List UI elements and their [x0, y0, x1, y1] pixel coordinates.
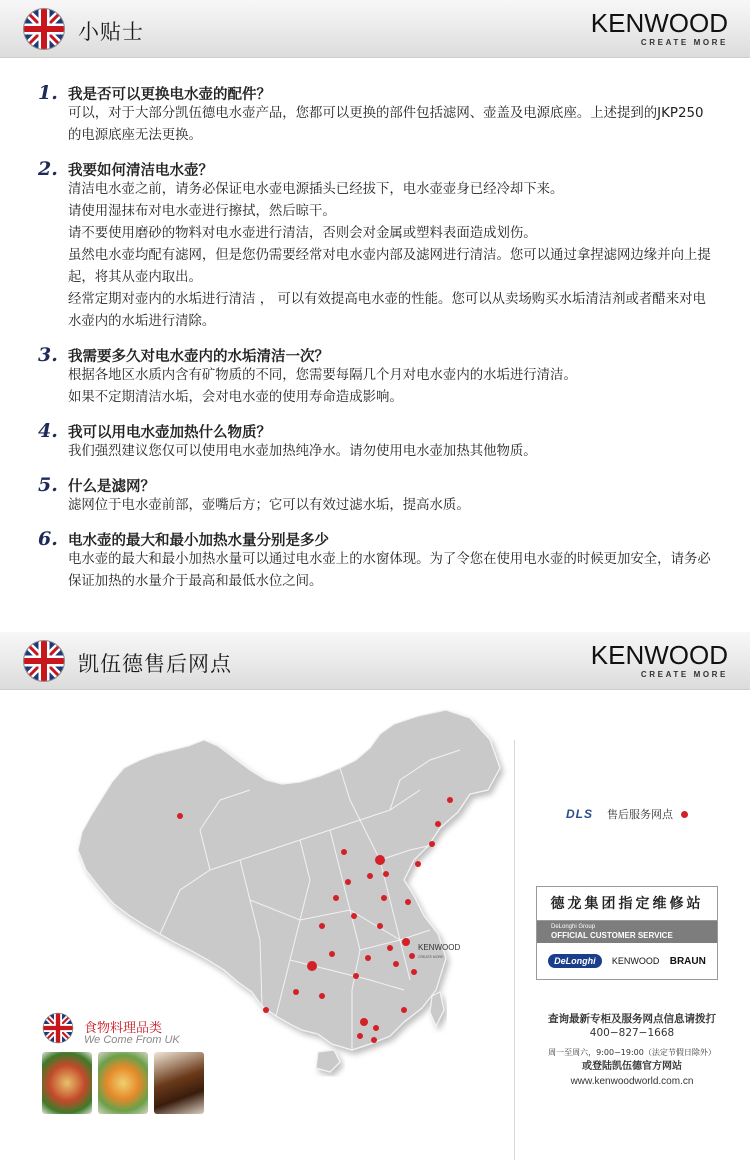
contact-hours: 周一至周六，9:00−19:00（法定节假日除外） — [548, 1048, 716, 1057]
sign-group: DeLonghi Group — [551, 924, 596, 930]
contact-website-prompt: 或登陆凯伍德官方网站 — [582, 1061, 682, 1072]
faq-question: 我可以用电水壶加热什么物质？ — [68, 425, 271, 441]
service-banner — [0, 632, 750, 690]
kenwood-logo: KENWOOD CREATE MORE — [590, 8, 728, 47]
dls-logo: DLS — [566, 807, 593, 821]
faq-answer: 滤网位于电水壶前部，壶嘴后方；它可以有效过滤水垢，提高水质。 — [68, 498, 470, 513]
faq-item — [38, 528, 718, 593]
uk-badge-en: We Come From UK — [84, 1034, 180, 1046]
hainan-island — [316, 1050, 340, 1072]
faq-answer: 我们强烈建议您仅可以使用电水壶加热纯净水。请勿使用电水壶加热其他物质。 — [68, 444, 537, 459]
service-point — [415, 861, 421, 867]
service-point — [319, 923, 325, 929]
sign-subtitle-bar — [537, 921, 717, 943]
kenwood-brand-logo: KENWOOD — [611, 956, 660, 966]
faq-answer: 经常定期对壶内的水垢进行清洁 ， 可以有效提高电水壶的性能。您可以从卖场购买水垢清洁剂或者醋来对电水壶内的水垢进行清除。 — [68, 292, 706, 329]
faq-answer: 可以，对于大部分凯伍德电水壶产品，您都可以更换的部件包括滤网、壶盖及电源底座。上述提到的JKP250 的电源底座无法更换。 — [68, 106, 704, 143]
food-image — [42, 1052, 92, 1114]
faq-list — [38, 82, 718, 604]
service-point — [351, 913, 357, 919]
map-kenwood-label: KENWOOD — [418, 943, 461, 952]
official-service-sign — [536, 886, 718, 980]
faq-number: 2. — [38, 158, 58, 180]
faq-item — [38, 420, 718, 463]
faq-answer: 如果不定期清洁水垢，会对电水壶的使用寿命造成影响。 — [68, 390, 403, 405]
service-point — [409, 953, 415, 959]
service-point — [341, 849, 347, 855]
uk-flag-icon — [42, 1012, 74, 1044]
sign-sub: OFFICIAL CUSTOMER SERVICE — [551, 931, 673, 940]
uk-badge-cn: 食物料理品类 — [84, 1021, 163, 1036]
dls-row — [566, 806, 688, 822]
uk-flag-icon — [22, 7, 66, 51]
service-point — [263, 1007, 269, 1013]
uk-flag-icon — [22, 639, 66, 683]
service-point — [365, 955, 371, 961]
faq-question: 什么是滤网？ — [68, 479, 155, 495]
faq-number: 4. — [38, 420, 58, 442]
map-kenwood-sublabel: CREATE MORE — [418, 955, 444, 959]
service-point — [405, 899, 411, 905]
service-point — [375, 855, 385, 865]
service-point — [402, 938, 410, 946]
faq-question: 我需要多久对电水壶内的水垢清洁一次？ — [68, 349, 329, 365]
service-point — [319, 993, 325, 999]
faq-question: 我要如何清洁电水壶？ — [68, 163, 213, 179]
faq-item — [38, 474, 718, 517]
faq-number: 3. — [38, 344, 58, 366]
service-point — [401, 1007, 407, 1013]
service-point — [373, 1025, 379, 1031]
faq-item — [38, 344, 718, 409]
service-point — [177, 813, 183, 819]
faq-number: 1. — [38, 82, 58, 104]
service-point — [387, 945, 393, 951]
service-point — [393, 961, 399, 967]
service-point — [307, 961, 317, 971]
service-point — [383, 871, 389, 877]
food-image — [154, 1052, 204, 1114]
braun-logo: BRAUN — [669, 955, 706, 967]
banner-title: 小贴士 — [78, 20, 144, 44]
faq-answer: 清洁电水壶之前，请务必保证电水壶电源插头已经拔下，电水壶壶身已经冷却下来。 — [68, 182, 564, 197]
service-point — [329, 951, 335, 957]
service-point — [411, 969, 417, 975]
service-point — [353, 973, 359, 979]
faq-answer: 电水壶的最大和最小加热水量可以通过电水壶上的水窗体现。为了令您在使用电水壶的时候更加安全，请务必保证加热的水量介于最高和最低水位之间。 — [68, 552, 711, 589]
contact-phone[interactable]: 400−827−1668 — [589, 1027, 675, 1039]
banner-title: 凯伍德售后网点 — [78, 652, 232, 676]
delonghi-logo: DeLonghi — [548, 954, 602, 968]
taiwan-island — [430, 992, 444, 1026]
faq-item — [38, 158, 718, 333]
service-point — [360, 1018, 368, 1026]
service-point — [293, 989, 299, 995]
service-point — [371, 1037, 377, 1043]
dls-text: 售后服务网点 — [607, 808, 673, 821]
service-point — [435, 821, 441, 827]
faq-question: 我是否可以更换电水壶的配件？ — [68, 87, 271, 103]
faq-item — [38, 82, 718, 147]
service-point — [367, 873, 373, 879]
service-info — [514, 690, 750, 1175]
faq-answer: 根据各地区水质内含有矿物质的不同，您需要每隔几个月对电水壶内的水垢进行清洁。 — [68, 368, 577, 383]
faq-answer: 虽然电水壶均配有滤网，但是您仍需要经常对电水壶内部及滤网进行清洁。您可以通过拿捏滤网边缘并向上提起，将其从壶内取出。 — [68, 248, 711, 285]
faq-number: 6. — [38, 528, 58, 550]
service-point — [333, 895, 339, 901]
brand-row — [537, 943, 717, 979]
sign-title: 德龙集团指定维修站 — [537, 887, 717, 921]
contact-info — [514, 1012, 750, 1090]
faq-answer: 请不要使用磨砂的物料对电水壶进行清洁，否则会对金属或塑料表面造成划伤。 — [68, 226, 537, 241]
service-point — [377, 923, 383, 929]
service-map-section — [0, 690, 750, 1175]
kenwood-logo: KENWOOD CREATE MORE — [590, 640, 728, 679]
service-point — [447, 797, 453, 803]
faq-number: 5. — [38, 474, 58, 496]
service-point — [345, 879, 351, 885]
faq-question: 电水壶的最大和最小加热水量分别是多少 — [68, 533, 329, 549]
tips-banner — [0, 0, 750, 58]
service-point — [381, 895, 387, 901]
contact-website-link[interactable]: www.kenwoodworld.com.cn — [570, 1076, 694, 1087]
service-point — [429, 841, 435, 847]
faq-answer: 请使用湿抹布对电水壶进行擦拭，然后晾干。 — [68, 204, 336, 219]
food-image — [98, 1052, 148, 1114]
contact-prompt: 查询最新专柜及服务网点信息请拨打 — [548, 1013, 716, 1025]
red-dot-icon — [681, 811, 688, 818]
service-point — [357, 1033, 363, 1039]
